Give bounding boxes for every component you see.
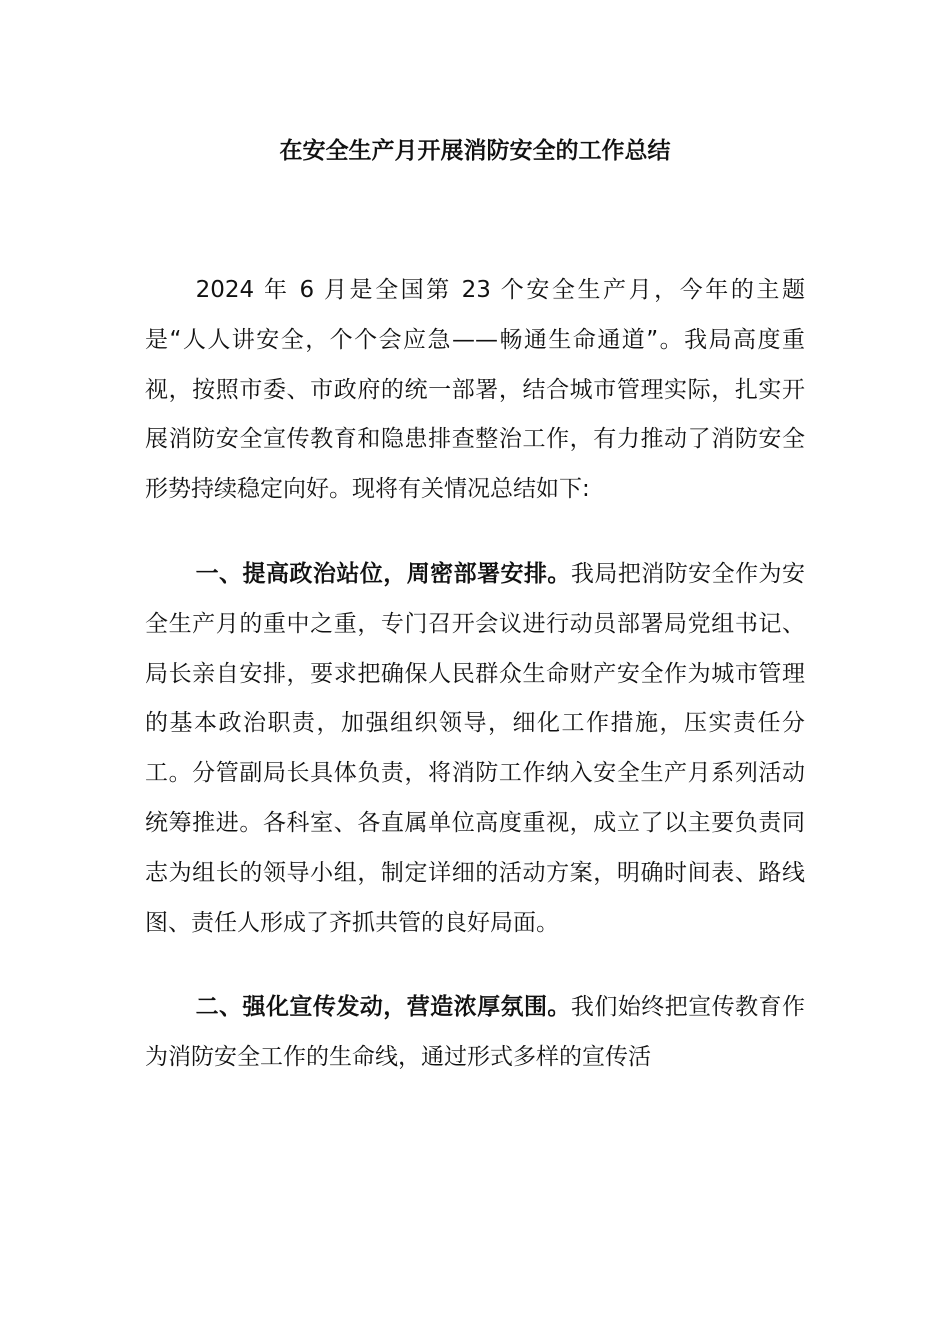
paragraph-text: 我们始终把宣传教育作为消防安全工作的生命线，通过形式多样的宣传活 bbox=[145, 994, 806, 1071]
section-heading: 二、强化宣传发动，营造浓厚氛围。 bbox=[195, 994, 571, 1021]
paragraph-section-2 bbox=[145, 983, 805, 1083]
paragraph-text: 我局把消防安全作为安全生产月的重中之重，专门召开会议进行动员部署局党组书记、局长亲自安排，要求把确保人民群众生命财产安全作为城市管理的基本政治职责，加强组织领导，细化工作措施，压实责任分工。分管副局长具体负责，将消防工作纳入安全生产月系列活动统筹推进。各科室、各直属单位高度重视，成立了以主要负责同志为组长的领导小组，制定详细的活动方案，明确时间表、路线图、责任人形成了齐抓共管的良好局面。 bbox=[145, 560, 806, 936]
document-title: 在安全生产月开展消防安全的工作总结 bbox=[279, 138, 671, 164]
paragraph-intro bbox=[145, 266, 805, 515]
paragraph-section-1 bbox=[145, 550, 805, 948]
section-heading: 一、提高政治站位，周密部署安排。 bbox=[195, 560, 571, 587]
document-body bbox=[145, 266, 805, 1083]
paragraph-text: 2024 年 6 月是全国第 23 个安全生产月，今年的主题是“人人讲安全，个个会应急——畅通生命通道”。我局高度重视，按照市委、市政府的统一部署，结合城市管理实际，扎实开展消防安全宣传教育和隐患排查整治工作，有力推动了消防安全形势持续稳定向好。现将有关情况总结如下: bbox=[145, 277, 805, 503]
